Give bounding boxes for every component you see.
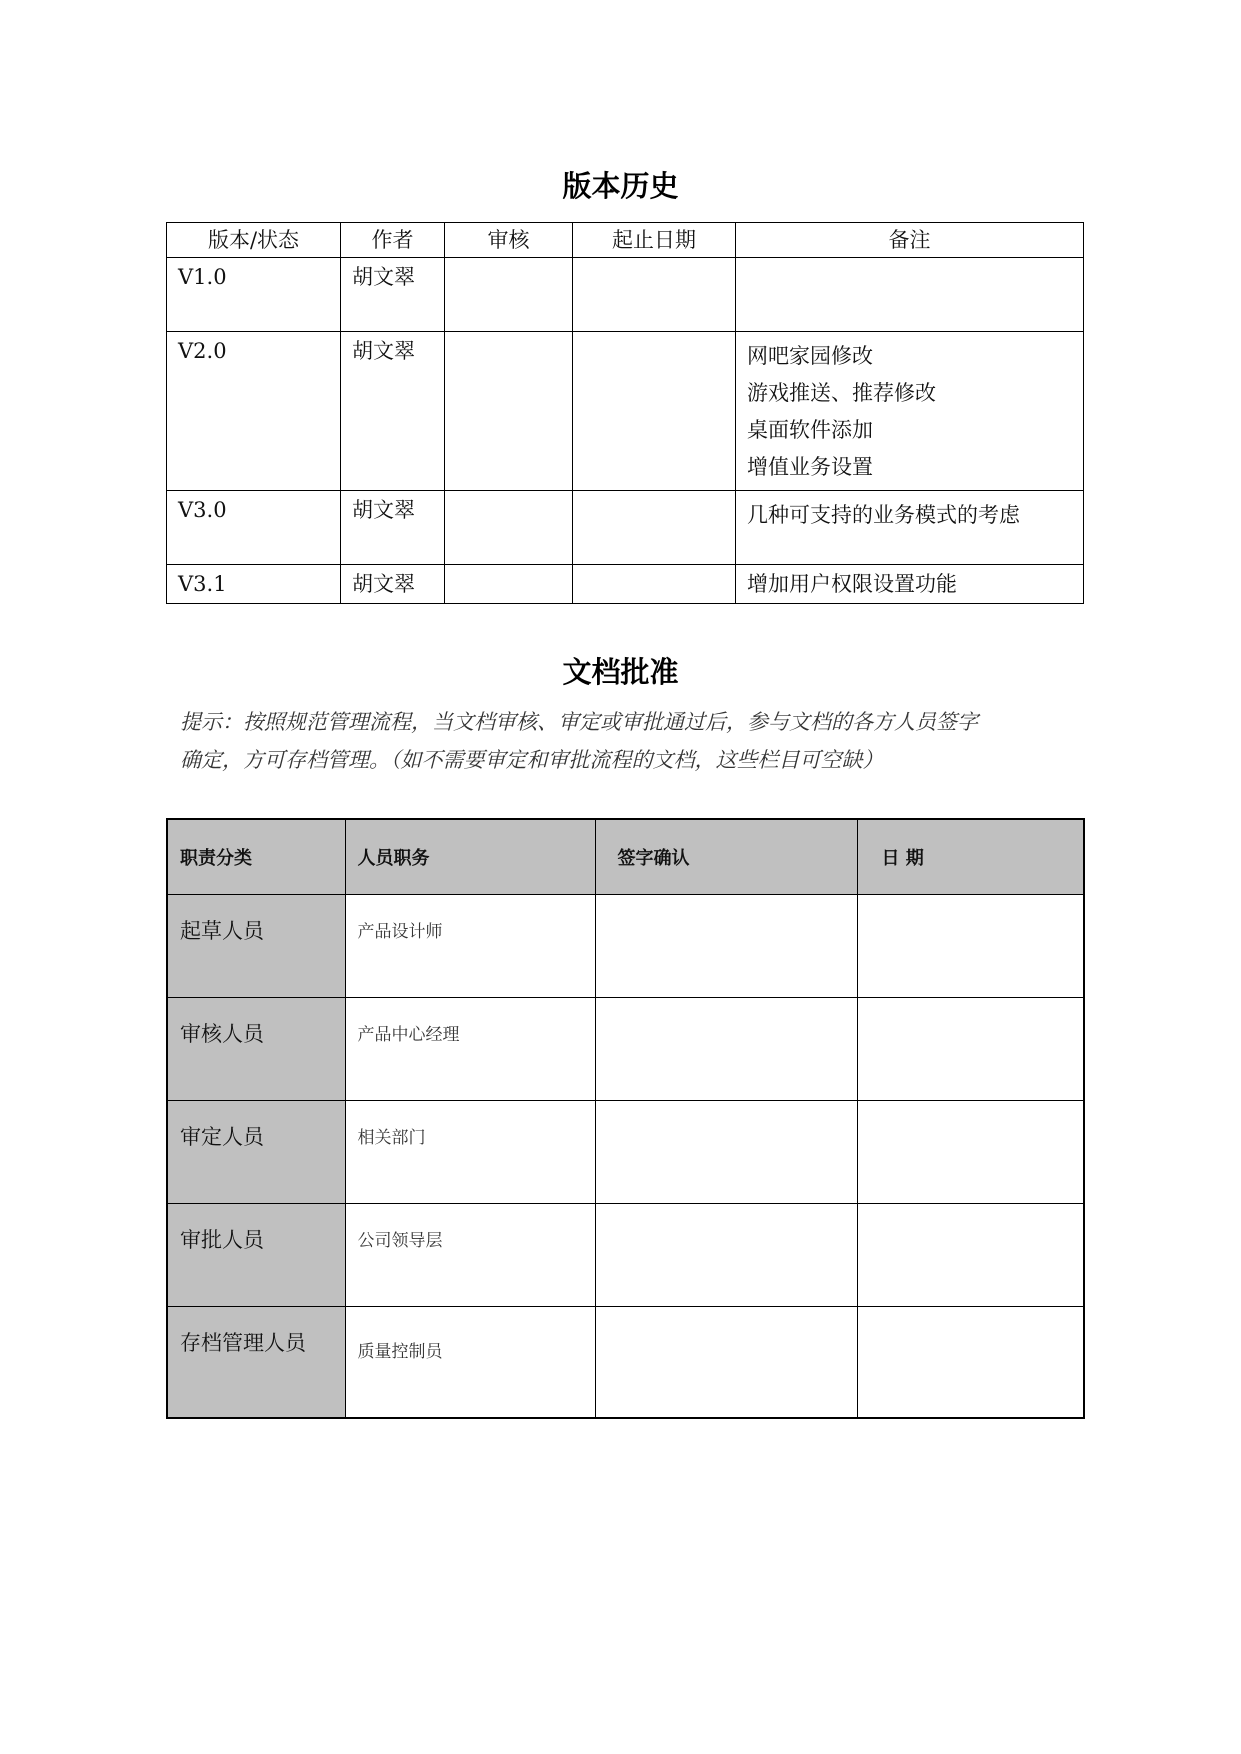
position-cell: 质量控制员 (345, 1307, 595, 1419)
date-cell (857, 998, 1084, 1101)
version-history-table (166, 222, 1084, 604)
header-notes: 备注 (736, 223, 1084, 258)
table-row (167, 258, 1084, 332)
approval-hint (180, 703, 1080, 779)
note-line: 增值业务设置 (747, 455, 873, 479)
approval-title: 文档批准 (562, 655, 679, 689)
role-cell: 审核人员 (167, 998, 345, 1101)
header-date: 日 期 (857, 819, 1084, 895)
date-cell (857, 1307, 1084, 1419)
header-position: 人员职务 (345, 819, 595, 895)
approval-header-row (167, 819, 1084, 895)
dates-cell (573, 565, 736, 604)
author-cell: 胡文翠 (341, 258, 445, 332)
note-line: 游戏推送、推荐修改 (747, 381, 936, 405)
position-cell: 公司领导层 (345, 1204, 595, 1307)
table-row (167, 1101, 1084, 1204)
note-line: 桌面软件添加 (747, 418, 873, 442)
signature-cell (595, 895, 857, 998)
role-cell: 审批人员 (167, 1204, 345, 1307)
signature-cell (595, 1204, 857, 1307)
table-row (167, 1204, 1084, 1307)
role-cell: 审定人员 (167, 1101, 345, 1204)
header-role: 职责分类 (167, 819, 345, 895)
table-row (167, 998, 1084, 1101)
reviewer-cell (445, 491, 573, 565)
dates-cell (573, 258, 736, 332)
position-cell: 产品中心经理 (345, 998, 595, 1101)
reviewer-cell (445, 565, 573, 604)
date-cell (857, 1101, 1084, 1204)
version-header-row (167, 223, 1084, 258)
table-row (167, 491, 1084, 565)
header-author: 作者 (341, 223, 445, 258)
notes-cell (736, 258, 1084, 332)
version-cell: V2.0 (167, 332, 341, 491)
note-line: 网吧家园修改 (747, 344, 873, 368)
author-cell: 胡文翠 (341, 332, 445, 491)
approval-table (166, 818, 1085, 1419)
version-cell: V3.0 (167, 491, 341, 565)
dates-cell (573, 491, 736, 565)
author-cell: 胡文翠 (341, 491, 445, 565)
note-line: 几种可支持的业务模式的考虑 (747, 503, 1020, 527)
signature-cell (595, 998, 857, 1101)
version-cell: V3.1 (167, 565, 341, 604)
table-row (167, 565, 1084, 604)
role-cell: 存档管理人员 (167, 1307, 345, 1419)
table-row (167, 1307, 1084, 1419)
header-date-range: 起止日期 (573, 223, 736, 258)
version-history-title: 版本历史 (562, 169, 679, 203)
hint-line: 确定，方可存档管理。（如不需要审定和审批流程的文档，这些栏目可空缺） (180, 748, 884, 772)
header-signature: 签字确认 (595, 819, 857, 895)
role-cell: 起草人员 (167, 895, 345, 998)
reviewer-cell (445, 258, 573, 332)
table-row (167, 895, 1084, 998)
hint-line: 提示：按照规范管理流程，当文档审核、审定或审批通过后，参与文档的各方人员签字 (180, 710, 978, 734)
signature-cell (595, 1101, 857, 1204)
date-cell (857, 1204, 1084, 1307)
signature-cell (595, 1307, 857, 1419)
dates-cell (573, 332, 736, 491)
table-row (167, 332, 1084, 491)
reviewer-cell (445, 332, 573, 491)
position-cell: 产品设计师 (345, 895, 595, 998)
note-line: 增加用户权限设置功能 (747, 572, 957, 596)
header-version-status: 版本/状态 (167, 223, 341, 258)
version-cell: V1.0 (167, 258, 341, 332)
header-reviewer: 审核 (445, 223, 573, 258)
author-cell: 胡文翠 (341, 565, 445, 604)
notes-cell (736, 491, 1084, 565)
date-cell (857, 895, 1084, 998)
position-cell: 相关部门 (345, 1101, 595, 1204)
notes-cell (736, 332, 1084, 491)
notes-cell (736, 565, 1084, 604)
